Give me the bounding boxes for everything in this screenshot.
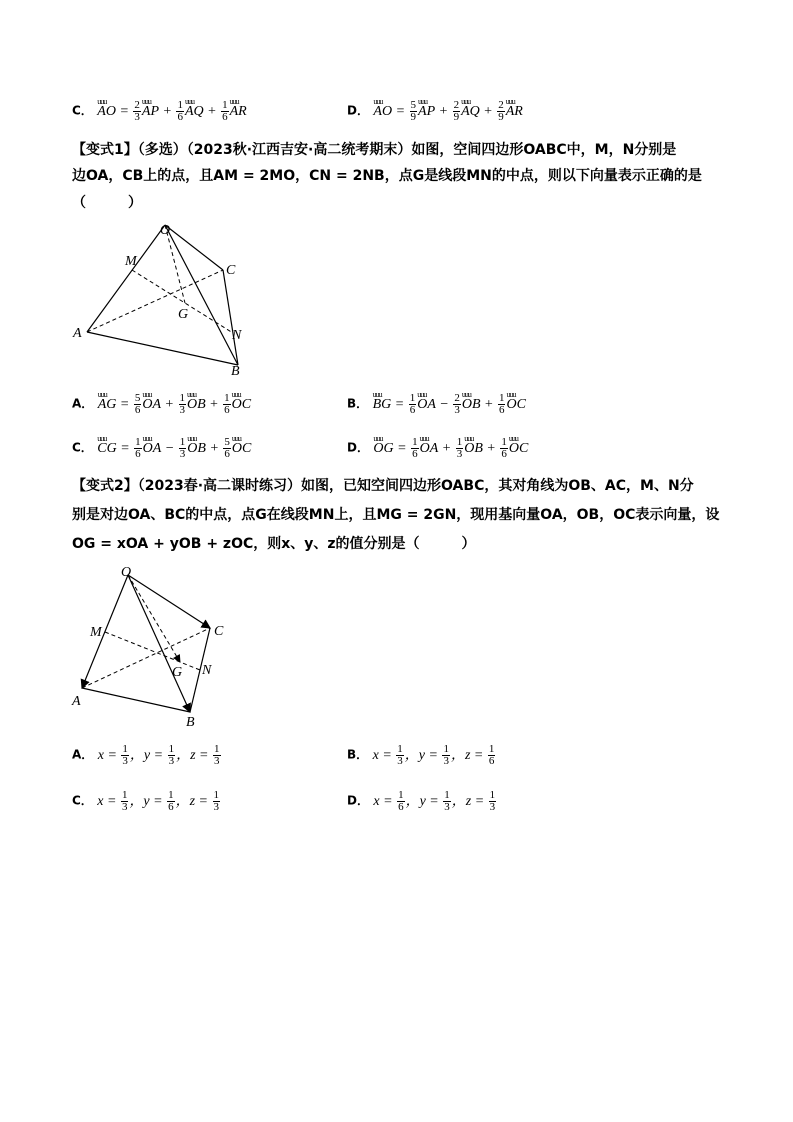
q1-option-b[interactable]: B． uuu BG = $\frac{1}{6}$ uuu OA − $\frac{2}{3}$ uuu OB + $\frac{1}{6}$ uuu OC xyxy=(347,393,526,416)
label-M: M xyxy=(125,254,137,269)
option-label: C． xyxy=(72,103,93,118)
q2-tetrahedron-figure xyxy=(68,560,238,730)
option-label: D． xyxy=(347,103,369,118)
vector: uuu AQ xyxy=(185,102,204,122)
vector: uuu AR xyxy=(230,102,247,122)
label-O: O xyxy=(160,223,171,238)
q1-line2: 边OA，CB上的点，且AM = 2MO，CN = 2NB，点G是线段MN的中点，则以下向量表示正确的是 xyxy=(72,168,702,184)
label-N: N xyxy=(202,663,212,678)
label-C: C xyxy=(226,263,236,278)
label-B: B xyxy=(231,364,240,379)
top-option-d: D． uuu AO = $\frac{5}{9}$ uuu AP + $\frac{2}{9}$ uuu AQ + $\frac{2}{9}$ uuu AR xyxy=(347,100,523,123)
vector: uuu AR xyxy=(506,102,523,122)
q1-option-a[interactable]: A． uuu AG = $\frac{5}{6}$ uuu OA + $\frac{1}{3}$ uuu OB + $\frac{1}{6}$ uuu OC xyxy=(72,393,251,416)
label-B: B xyxy=(186,715,195,730)
top-option-c: C． uuu AO = $\frac{2}{3}$ uuu AP + $\frac{1}{6}$ uuu AQ + $\frac{1}{6}$ uuu AR xyxy=(72,100,247,123)
q2-option-a[interactable]: A． x = $\frac{1}{3}$ ，y = $\frac{1}{3}$ ，z = $\frac{1}{3}$ xyxy=(72,743,220,767)
label-A: A xyxy=(73,326,82,341)
q1-line3: （ ） xyxy=(72,195,142,211)
q2-option-d[interactable]: D． x = $\frac{1}{6}$ ，y = $\frac{1}{3}$ ，z = $\frac{1}{3}$ xyxy=(347,789,496,813)
q2-line1: 【变式2】（2023春·高二课时练习）如图，已知空间四边形OABC，其对角线为OB、AC，M、N分 xyxy=(72,478,694,494)
label-N: N xyxy=(232,328,242,343)
label-A: A xyxy=(72,694,81,709)
q2-line2: 别是对边OA、BC的中点，点G在线段MN上，且MG = 2GN，现用基向量OA，OB，OC表示向量，设 xyxy=(72,507,720,523)
vector: uuu AO xyxy=(97,102,116,122)
vector: uuu AO xyxy=(373,102,392,122)
label-G: G xyxy=(178,307,189,322)
q1-option-d[interactable]: D． uuu OG = $\frac{1}{6}$ uuu OA + $\frac{1}{3}$ uuu OB + $\frac{1}{6}$ uuu OC xyxy=(347,437,528,460)
label-C: C xyxy=(214,624,224,639)
label-O: O xyxy=(121,565,132,580)
q1-line1: 【变式1】（多选）（2023秋·江西吉安·高二统考期末）如图，空间四边形OABC中，M，N分别是 xyxy=(72,142,677,158)
q1-tag: 【变式1】 xyxy=(72,142,138,158)
vector: uuu AQ xyxy=(461,102,480,122)
vector: uuu AP xyxy=(418,102,435,122)
q2-line3: OG = xOA + yOB + zOC，则x、y、z的值分别是（ ） xyxy=(72,536,476,552)
q2-tag: 【变式2】 xyxy=(72,478,138,494)
q2-option-b[interactable]: B． x = $\frac{1}{3}$ ，y = $\frac{1}{3}$ ，z = $\frac{1}{6}$ xyxy=(347,743,495,767)
q2-option-c[interactable]: C． x = $\frac{1}{3}$ ，y = $\frac{1}{6}$ ，z = $\frac{1}{3}$ xyxy=(72,789,220,813)
q1-option-c[interactable]: C． uuu CG = $\frac{1}{6}$ uuu OA − $\frac{1}{3}$ uuu OB + $\frac{5}{6}$ uuu OC xyxy=(72,437,251,460)
vector: uuu AP xyxy=(142,102,159,122)
label-G: G xyxy=(172,665,183,680)
label-M: M xyxy=(90,625,102,640)
q1-tetrahedron-figure xyxy=(70,215,260,380)
